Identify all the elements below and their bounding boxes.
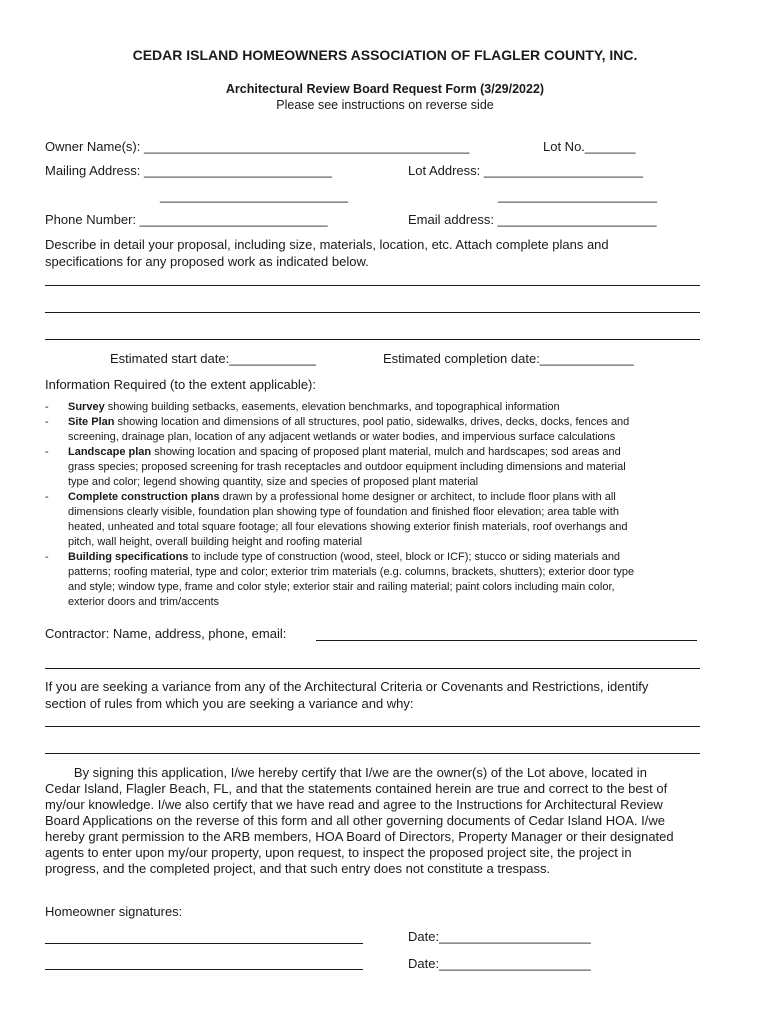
list-item-term: Survey	[68, 401, 105, 413]
variance-instructions-line2: section of rules from which you are seeking a variance and why:	[45, 696, 414, 711]
signatures-heading: Homeowner signatures:	[45, 904, 183, 919]
contractor-line-2[interactable]	[45, 668, 700, 669]
list-dash: -	[45, 551, 49, 563]
info-required-heading: Information Required (to the extent applicable):	[45, 377, 316, 392]
form-title: CEDAR ISLAND HOMEOWNERS ASSOCIATION OF FLAGLER COUNTY, INC.	[132, 47, 638, 63]
list-item: - Landscape plan showing location and spacing of proposed plant material, mulch and hardscapes; sod areas and grass species; proposed screening for trash receptacles and outdoor equipment including dimensions and material type and color; legend showing quantity, size and species of proposed plant material	[45, 446, 626, 488]
list-dash: -	[45, 491, 49, 503]
list-dash: -	[45, 446, 49, 458]
list-item-term: Landscape plan	[68, 446, 152, 458]
instructions-note: Please see instructions on reverse side	[276, 98, 494, 112]
mailing-address-field[interactable]: Mailing Address: __________________________	[45, 163, 332, 178]
description-line-3[interactable]	[45, 339, 700, 340]
estimated-completion-date-field[interactable]: Estimated completion date:_____________	[383, 351, 634, 366]
description-line-2[interactable]	[45, 312, 700, 313]
phone-number-field[interactable]: Phone Number: __________________________	[45, 212, 328, 227]
list-item: - Site Plan showing location and dimensions of all structures, pool patio, sidewalks, drives, decks, docks, fences and screening, drainage plan, location of any adjacent wetlands or water bodies, and impervious surface calculations	[45, 416, 630, 443]
lot-address-line2[interactable]: ______________________	[498, 188, 658, 203]
description-line-1[interactable]	[45, 285, 700, 286]
list-dash: -	[45, 401, 49, 413]
signature-date-2[interactable]: Date:_____________________	[408, 956, 591, 971]
variance-line-1[interactable]	[45, 726, 700, 727]
description-instructions-line1: Describe in detail your proposal, including size, materials, location, etc. Attach complete plans and	[45, 237, 609, 252]
signature-line-2[interactable]	[45, 969, 363, 970]
description-instructions-line2: specifications for any proposed work as indicated below.	[45, 254, 369, 269]
certification-paragraph: By signing this application, I/we hereby certify that I/we are the owner(s) of the Lot above, located in Cedar Island, Flagler Beach, FL, and that the statements contained herein are true and correct to the best of my/our knowledge. I/we also certify that we have read and agree to the Instructions for Architectural Review Board Applications on the reverse of this form and all other governing documents of Cedar Island HOA. I/we hereby grant permission to the ARB members, HOA Board of Directors, Property Manager or their designated agents to enter upon my/our property, upon request, to inspect the proposed project site, the project in progress, and the completed project, and that such entry does not constitute a trespass.	[45, 765, 674, 876]
list-item: - Complete construction plans drawn by a professional home designer or architect, to include floor plans with all dimensions clearly visible, foundation plan showing type of foundation and finished floor elevation; area table with heated, unheated and total square footage; all four elevations showing exterior finish materials, roof overhangs and pitch, wall height, overall building height and roofing material	[45, 491, 628, 548]
estimated-start-date-field[interactable]: Estimated start date:____________	[110, 351, 316, 366]
signature-date-1[interactable]: Date:_____________________	[408, 929, 591, 944]
variance-line-2[interactable]	[45, 753, 700, 754]
variance-instructions-line1: If you are seeking a variance from any of the Architectural Criteria or Covenants and Restrictions, identify	[45, 679, 649, 694]
lot-address-field[interactable]: Lot Address: ______________________	[408, 163, 643, 178]
contractor-label: Contractor: Name, address, phone, email:	[45, 626, 287, 641]
owner-names-field[interactable]: Owner Name(s): _____________________________________________	[45, 139, 470, 154]
list-item-term: Site Plan	[68, 416, 115, 428]
requirements-list	[45, 400, 725, 610]
signature-line-1[interactable]	[45, 943, 363, 944]
form-name: Architectural Review Board Request Form (3/29/2022)	[225, 82, 545, 96]
list-item-term: Complete construction plans	[68, 491, 220, 503]
list-item: - Survey showing building setbacks, easements, elevation benchmarks, and topographical information	[45, 401, 560, 413]
list-item: - Building specifications to include type of construction (wood, steel, block or ICF); stucco or siding materials and patterns; roofing material, type and color; exterior trim materials (e.g. columns, brackets, shutters); exterior door type and style; window type, frame and color style; exterior stair and railing material; paint colors including main color, exterior doors and trim/accents	[45, 551, 635, 608]
list-item-term: Building specifications	[68, 551, 189, 563]
mailing-address-line2[interactable]: __________________________	[160, 188, 348, 203]
list-dash: -	[45, 416, 49, 428]
contractor-line-1[interactable]	[316, 640, 697, 641]
lot-no-field[interactable]: Lot No._______	[543, 139, 636, 154]
email-address-field[interactable]: Email address: ______________________	[408, 212, 657, 227]
